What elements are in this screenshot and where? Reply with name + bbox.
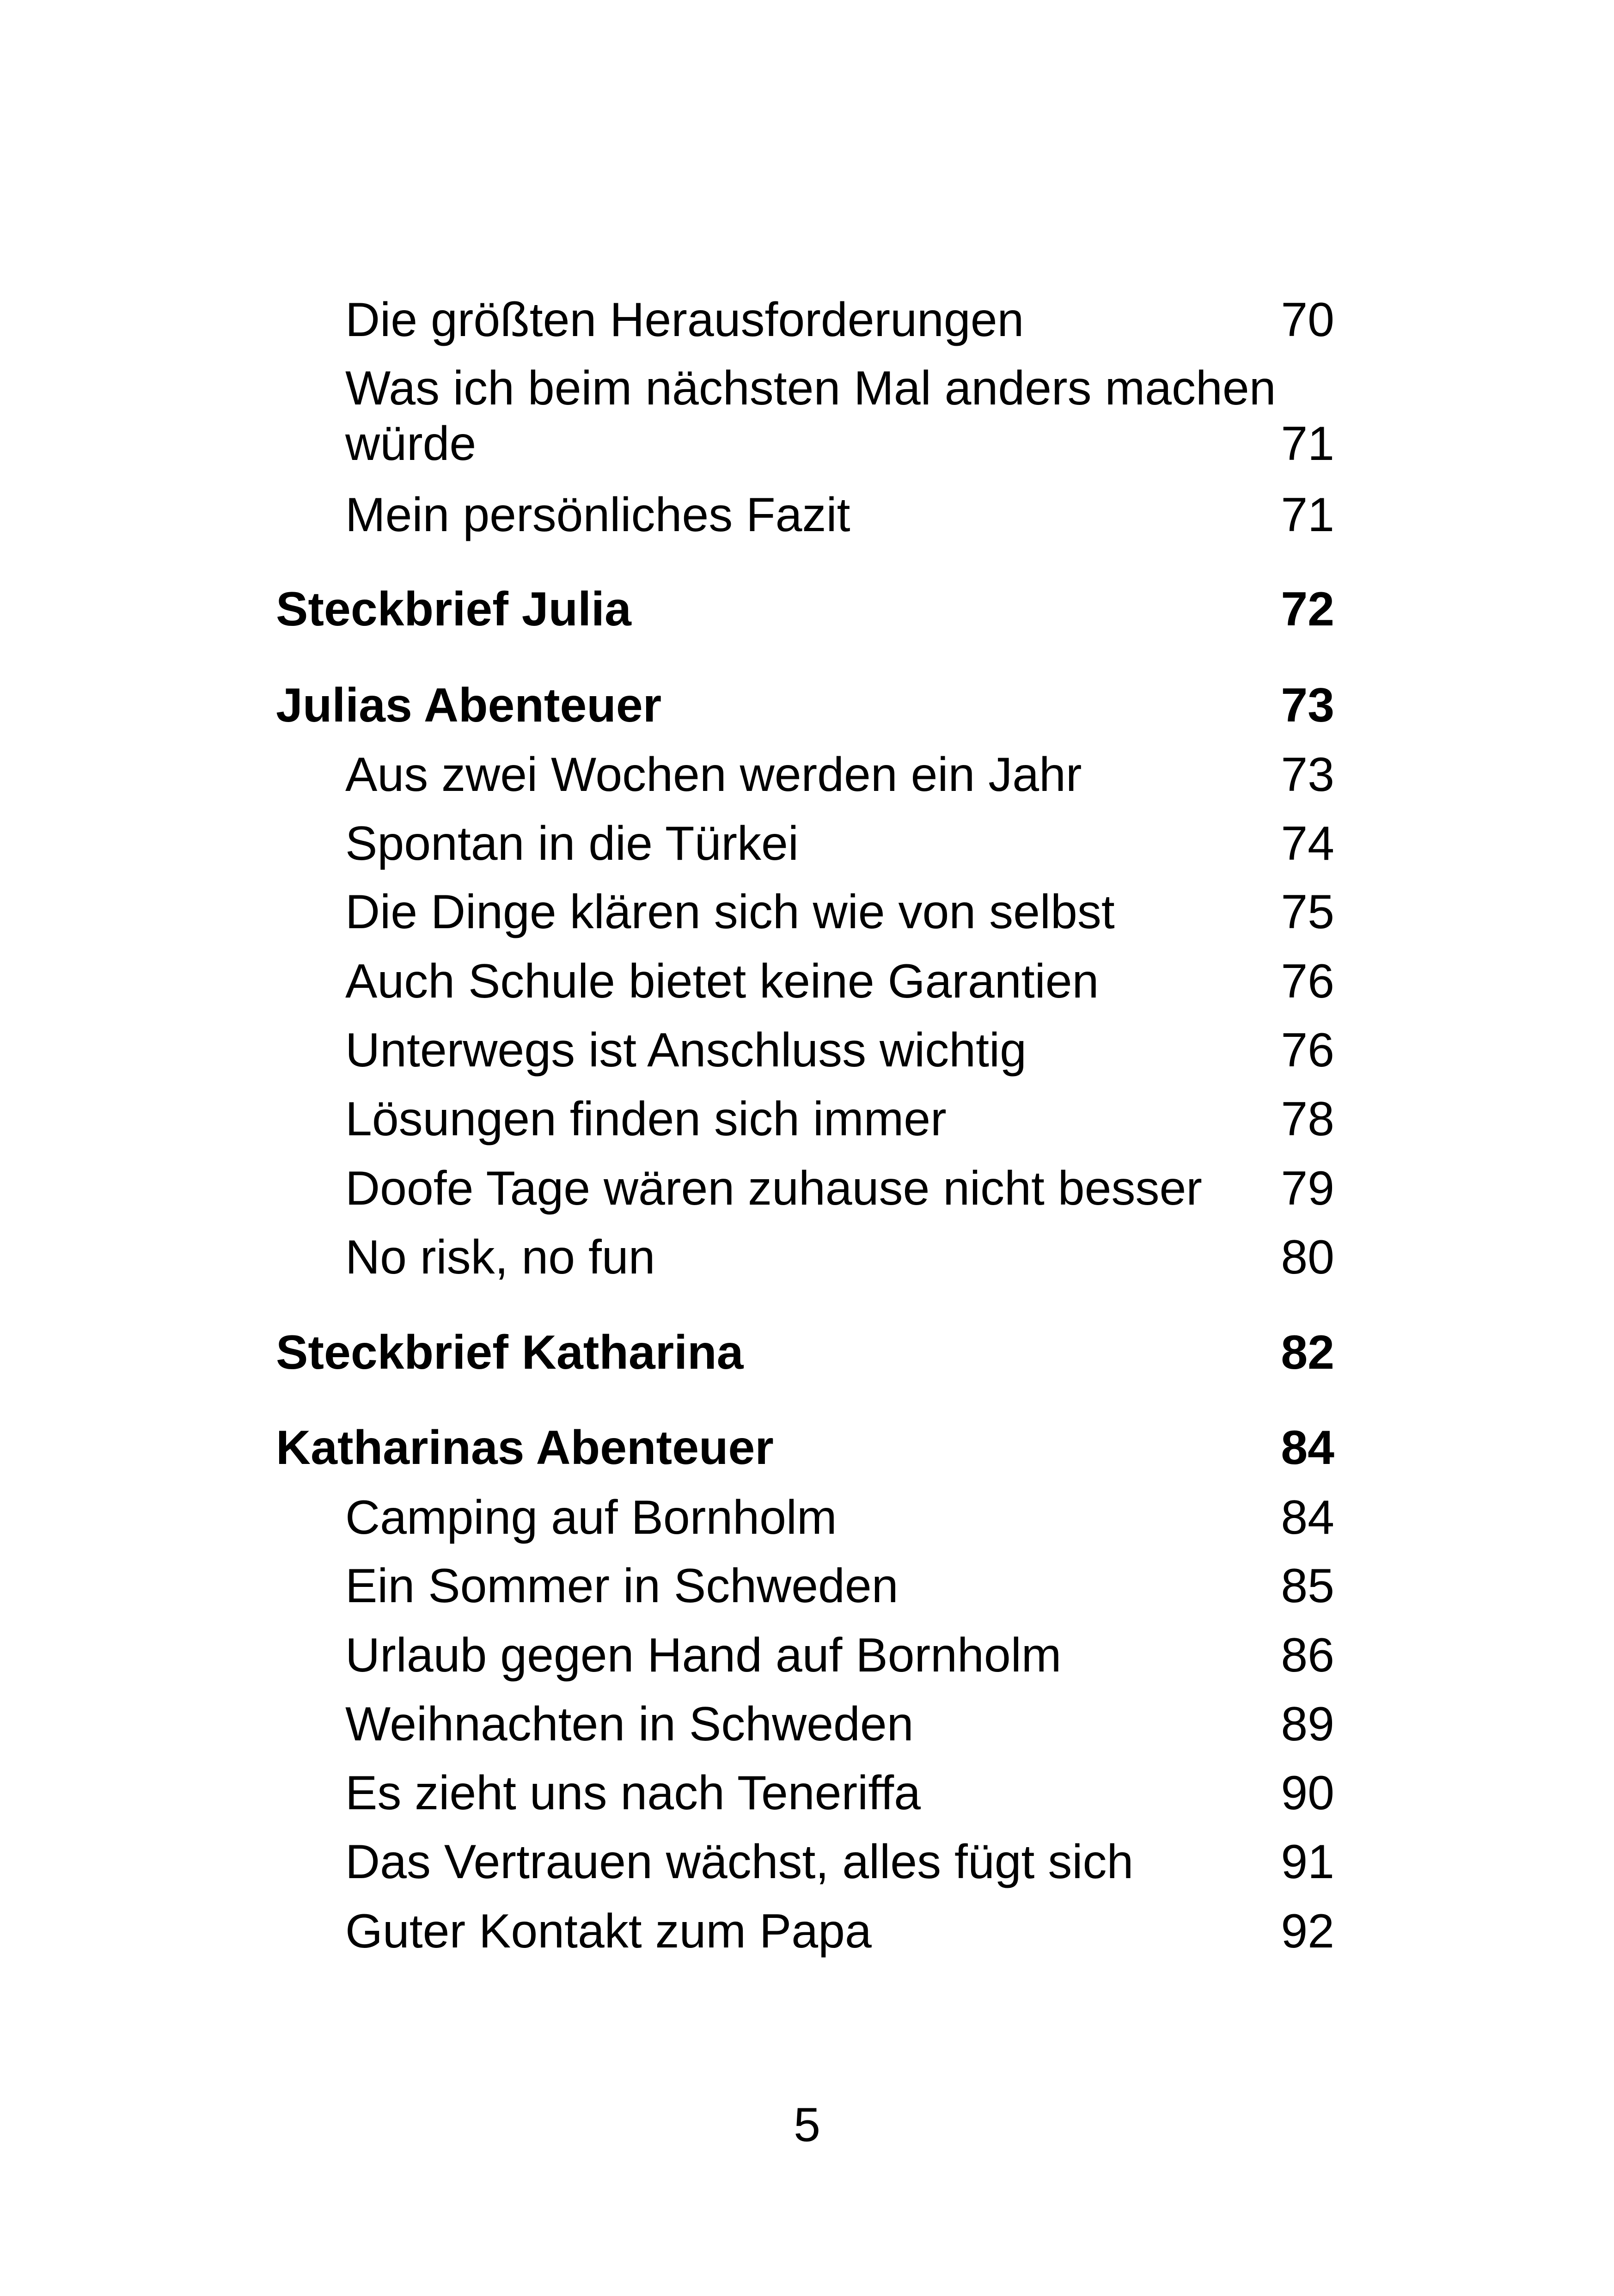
toc-chapter-page: 82 — [1281, 1326, 1334, 1379]
toc-entry-title: Aus zwei Wochen werden ein Jahr — [345, 748, 1082, 802]
toc-entry-page: 70 — [1281, 293, 1334, 347]
toc-chapter-title: Steckbrief Katharina — [276, 1326, 744, 1379]
toc-entry-page: 71 — [1281, 488, 1334, 542]
toc-entry-page: 90 — [1281, 1766, 1334, 1820]
toc-entry-page: 76 — [1281, 955, 1334, 1008]
toc-entry-title: Ein Sommer in Schweden — [345, 1559, 899, 1613]
toc-entry-page: 91 — [1281, 1835, 1334, 1889]
toc-entry-title-continued: würde — [345, 417, 477, 471]
toc-entry-page: 78 — [1281, 1092, 1334, 1146]
toc-entry-title: Doofe Tage wären zuhause nicht besser — [345, 1162, 1202, 1215]
toc-entry-page: 92 — [1281, 1904, 1334, 1958]
toc-entry-title: Unterwegs ist Anschluss wichtig — [345, 1023, 1027, 1077]
toc-chapter-title: Steckbrief Julia — [276, 582, 631, 636]
toc-entry-title: No risk, no fun — [345, 1231, 655, 1284]
toc-entry-title: Mein persönliches Fazit — [345, 488, 850, 542]
toc-entry-title: Das Vertrauen wächst, alles fügt sich — [345, 1835, 1134, 1889]
toc-entry-page: 80 — [1281, 1231, 1334, 1284]
toc-entry-title: Es zieht uns nach Teneriffa — [345, 1766, 921, 1820]
toc-entry-page: 76 — [1281, 1023, 1334, 1077]
toc-entry-page: 86 — [1281, 1629, 1334, 1682]
toc-entry-page: 85 — [1281, 1559, 1334, 1613]
toc-entry-page: 75 — [1281, 885, 1334, 939]
toc-entry-title: Weihnachten in Schweden — [345, 1697, 914, 1751]
toc-entry-page: 71 — [1281, 417, 1334, 471]
toc-chapter-title: Julias Abenteuer — [276, 679, 662, 732]
toc-chapter-title: Katharinas Abenteuer — [276, 1421, 774, 1475]
toc-entry-page: 79 — [1281, 1162, 1334, 1215]
toc-entry-title: Auch Schule bietet keine Garantien — [345, 955, 1099, 1008]
toc-chapter-page: 73 — [1281, 679, 1334, 732]
toc-entry-page: 74 — [1281, 817, 1334, 870]
toc-entry-title: Camping auf Bornholm — [345, 1491, 837, 1544]
toc-chapter-page: 84 — [1281, 1421, 1334, 1475]
toc-entry-title: Die Dinge klären sich wie von selbst — [345, 885, 1115, 939]
toc-chapter-page: 72 — [1281, 582, 1334, 636]
toc-entry-title: Was ich beim nächsten Mal anders machen — [345, 361, 1276, 415]
toc-entry-title: Urlaub gegen Hand auf Bornholm — [345, 1629, 1062, 1682]
toc-entry-title: Guter Kontakt zum Papa — [345, 1904, 872, 1958]
toc-entry-title: Lösungen finden sich immer — [345, 1092, 947, 1146]
toc-entry-title: Die größten Herausforderungen — [345, 293, 1024, 347]
toc-entry-page: 89 — [1281, 1697, 1334, 1751]
toc-entry-page: 84 — [1281, 1491, 1334, 1544]
page-number: 5 — [794, 2098, 820, 2152]
toc-entry-title: Spontan in die Türkei — [345, 817, 799, 870]
toc-entry-page: 73 — [1281, 748, 1334, 802]
